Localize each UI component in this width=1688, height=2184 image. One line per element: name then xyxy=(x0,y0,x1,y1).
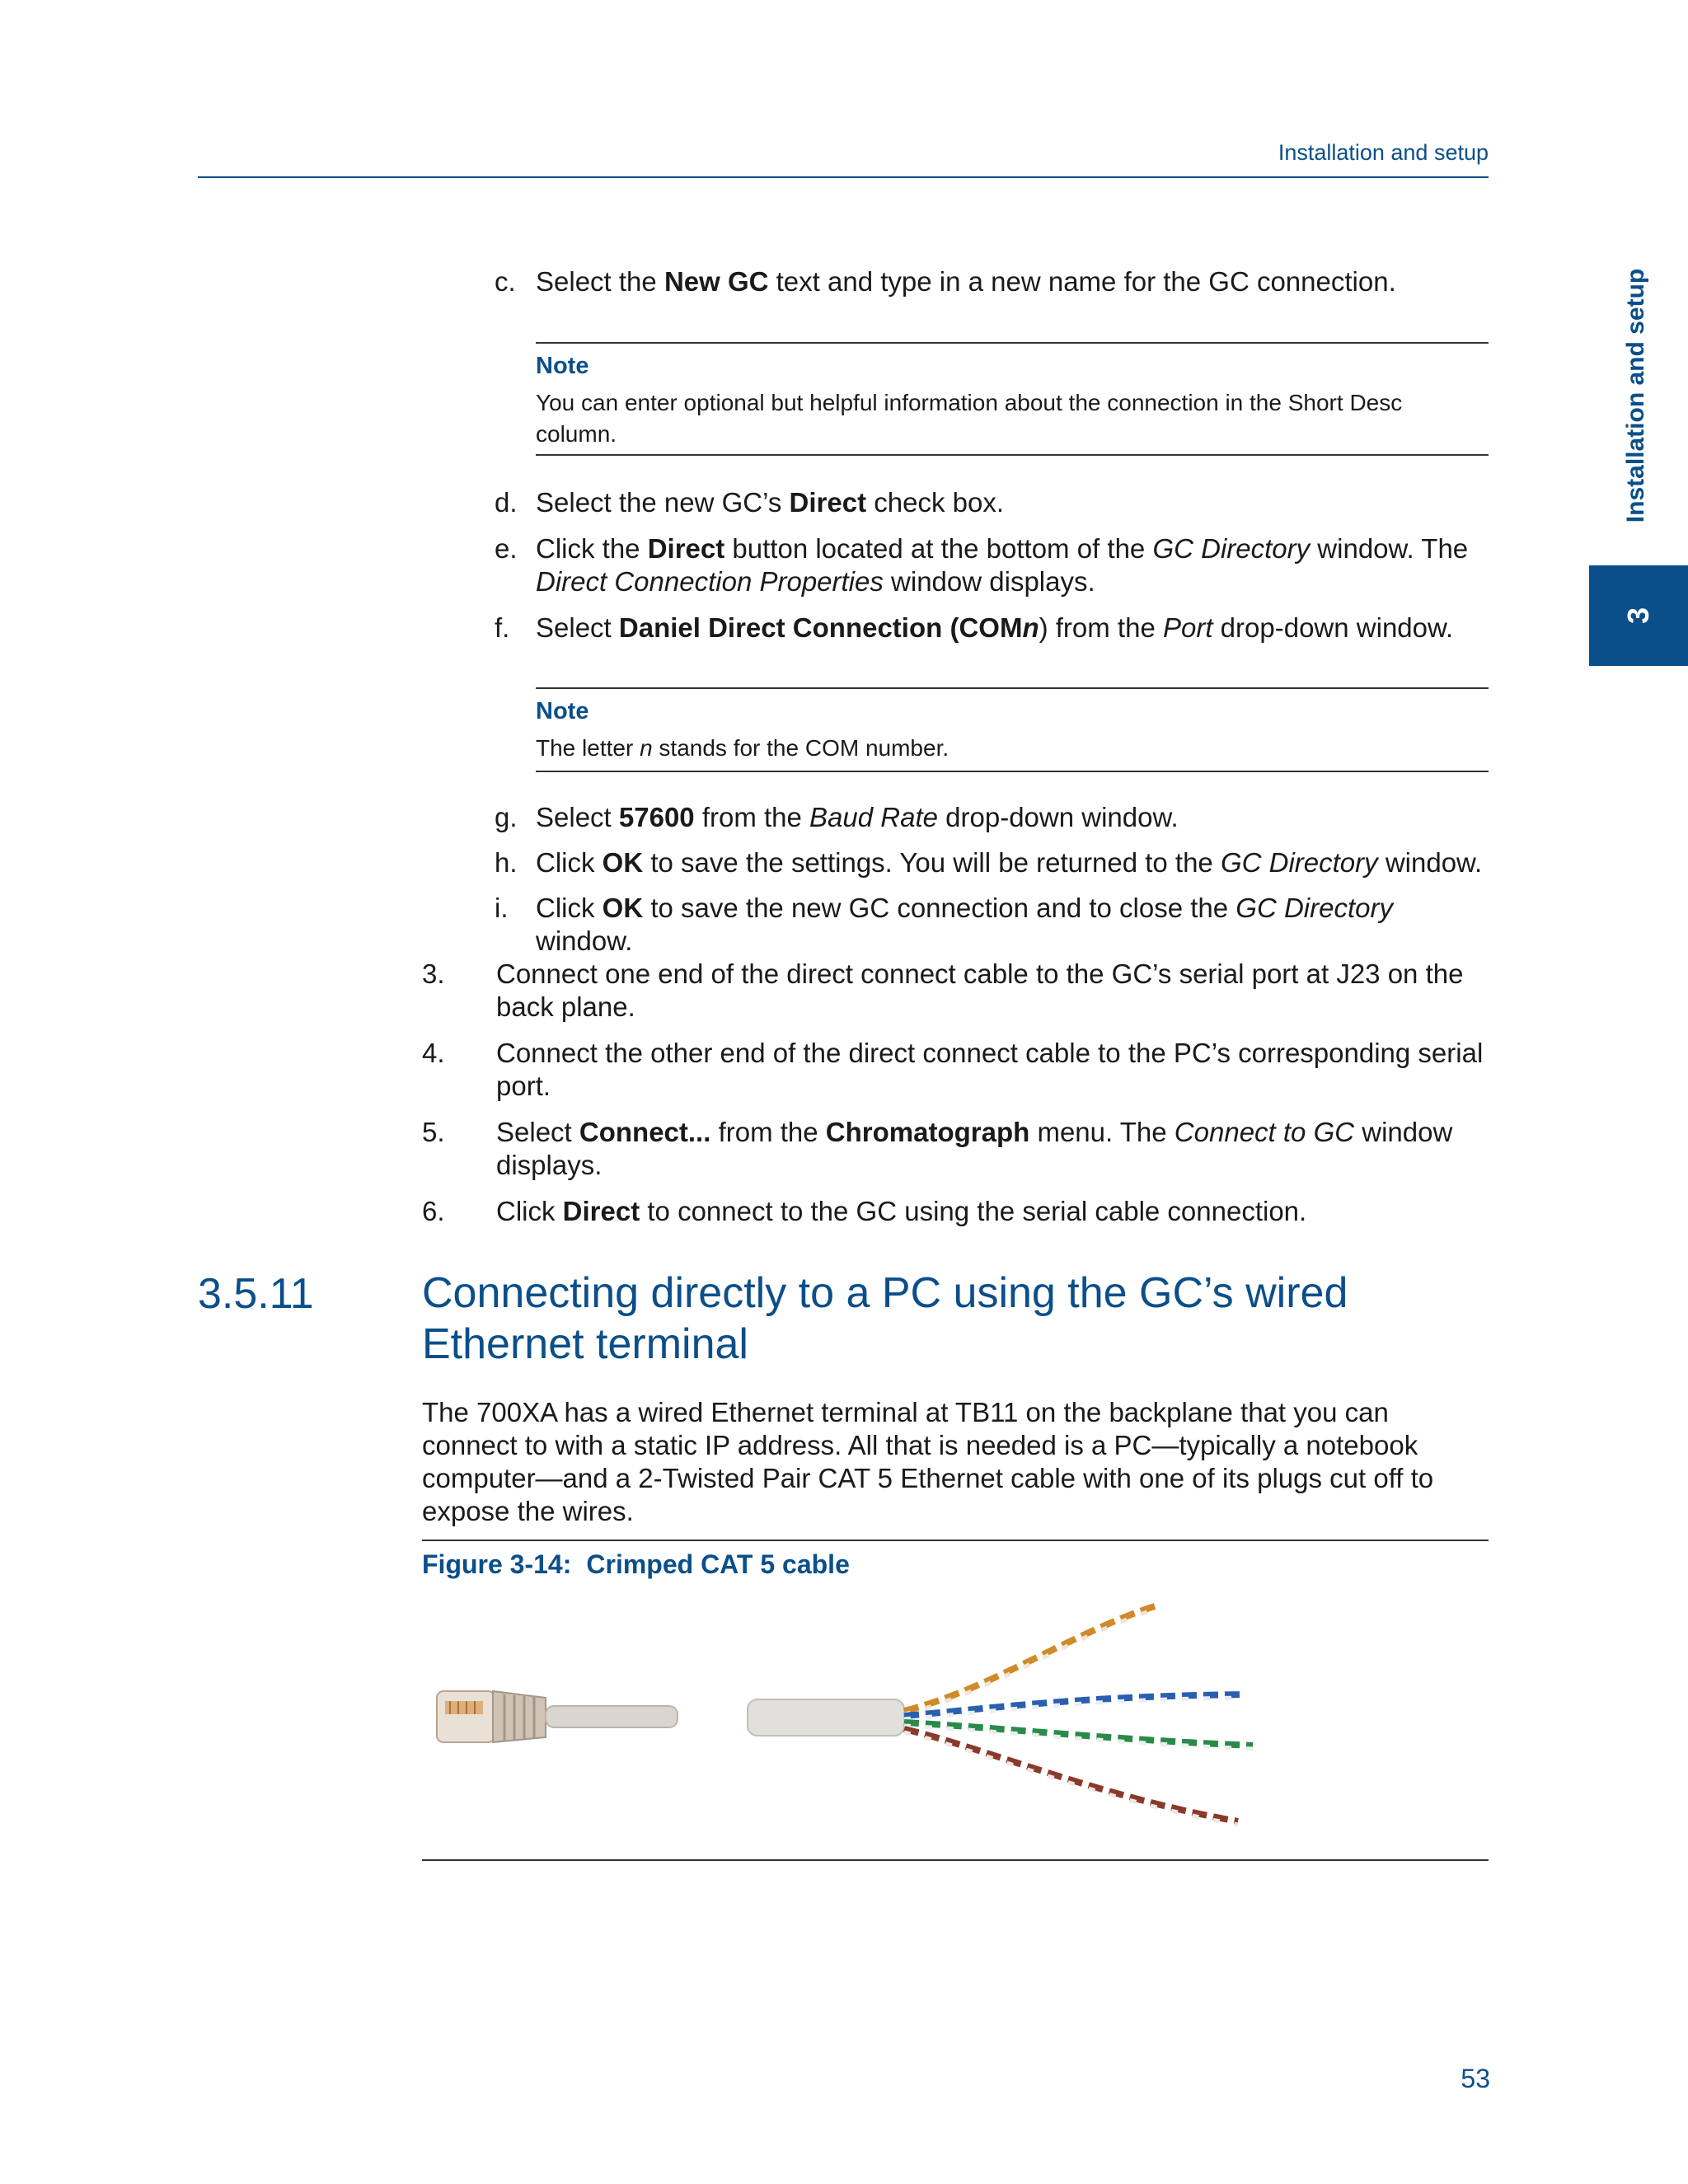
step-number: 6. xyxy=(422,1196,445,1226)
step-marker: g. xyxy=(495,802,518,832)
text-run: drop-down window. xyxy=(1212,612,1454,643)
text-run: text and type in a new name for the GC connection. xyxy=(768,266,1396,297)
text-run: Click xyxy=(496,1196,563,1226)
italic-run: Direct Connection Properties xyxy=(536,566,884,597)
step-text xyxy=(496,958,1485,1024)
step-marker: f. xyxy=(495,612,510,643)
text-run: Click xyxy=(536,847,603,878)
text-run: The letter xyxy=(536,735,640,761)
bold-run: Direct xyxy=(562,1196,640,1226)
text-run: menu. The xyxy=(1029,1117,1175,1147)
step-marker: e. xyxy=(495,533,518,564)
section-body: The 700XA has a wired Ethernet terminal at TB11 on the backplane that you can connect to with a static IP address. All that is needed is a PC—typically a notebook computer—and a 2-Twisted Pair CAT 5 Ethernet cable with one of its plugs cut off to expose the wires. xyxy=(422,1397,1434,1526)
text-run: Select xyxy=(536,612,619,643)
figure-bottom-rule xyxy=(422,1859,1489,1861)
step-marker: i. xyxy=(495,893,509,923)
figure-top-rule xyxy=(422,1540,1489,1541)
step-number: 5. xyxy=(422,1117,445,1147)
text-run: from the xyxy=(710,1117,826,1147)
text-run: window displays. xyxy=(883,566,1095,597)
note-bottom-rule xyxy=(536,771,1489,772)
chapter-number: 3 xyxy=(1621,607,1655,625)
bold-run: Daniel Direct Connection (COM xyxy=(618,612,1023,643)
section-title: Connecting directly to a PC using the GC’s wired Ethernet terminal xyxy=(422,1269,1348,1368)
text-run: ) from the xyxy=(1039,612,1163,643)
text-run: Select xyxy=(536,802,619,832)
italic-run: Port xyxy=(1162,612,1213,643)
text-run: Click xyxy=(536,893,603,923)
note-label: Note xyxy=(536,698,589,724)
text-run: window. xyxy=(1377,847,1483,878)
note-top-rule xyxy=(536,687,1489,689)
note-bottom-rule xyxy=(536,454,1489,456)
italic-run: Connect to GC xyxy=(1174,1117,1355,1147)
note-text xyxy=(536,733,1484,764)
step-text xyxy=(536,892,1492,958)
text-run: to save the new GC connection and to close the xyxy=(643,893,1236,923)
bold-run: OK xyxy=(602,893,644,923)
text-run: to connect to the GC using the serial cable connection. xyxy=(640,1196,1307,1226)
bold-run: 57600 xyxy=(618,802,695,832)
bold-run: OK xyxy=(602,847,644,878)
step-marker: c. xyxy=(495,266,516,297)
text-run: button located at the bottom of the xyxy=(724,533,1153,564)
bold-run: Direct xyxy=(789,487,867,518)
bold-italic-run: n xyxy=(1022,612,1039,643)
note-top-rule xyxy=(536,342,1489,344)
chapter-tab xyxy=(1589,565,1688,666)
step-marker: h. xyxy=(495,847,518,878)
text-run: Select the new GC’s xyxy=(536,487,790,518)
step-text xyxy=(496,1037,1485,1103)
italic-run: n xyxy=(640,735,653,761)
step-text xyxy=(496,1116,1485,1182)
text-run: Connect the other end of the direct connect cable to the PC’s corresponding serial port. xyxy=(496,1038,1484,1101)
page-number: 53 xyxy=(1461,2064,1490,2093)
step-text xyxy=(536,532,1492,598)
bold-run: Connect... xyxy=(579,1117,711,1147)
text-run: to save the settings. You will be returned to the xyxy=(643,847,1221,878)
step-text xyxy=(496,1195,1485,1228)
text-run: Select the xyxy=(536,266,664,297)
step-number: 3. xyxy=(422,958,445,989)
step-text xyxy=(536,846,1492,879)
rj45-plug-icon xyxy=(437,1691,678,1742)
header-rule xyxy=(198,176,1489,178)
bold-run: Chromatograph xyxy=(825,1117,1030,1147)
italic-run: Baud Rate xyxy=(809,802,938,832)
step-text xyxy=(536,612,1492,644)
figure-title: Crimped CAT 5 cable xyxy=(586,1549,850,1579)
italic-run: GC Directory xyxy=(1152,533,1311,564)
note-label: Note xyxy=(536,353,589,379)
text-run: window. xyxy=(536,926,633,956)
figure-caption xyxy=(422,1549,850,1580)
note-text: You can enter optional but helpful information about the connection in the Short Desc column. xyxy=(536,390,1403,447)
step-number: 4. xyxy=(422,1038,445,1068)
italic-run: GC Directory xyxy=(1236,893,1393,923)
text-run: Click the xyxy=(536,533,648,564)
text-run: window. The xyxy=(1310,533,1469,564)
text-run: from the xyxy=(694,802,810,832)
step-text xyxy=(536,265,1492,298)
section-number: 3.5.11 xyxy=(198,1270,314,1318)
figure-number: Figure 3-14: xyxy=(422,1549,572,1579)
bold-run: Direct xyxy=(647,533,725,564)
text-run: Connect one end of the direct connect cable to the GC’s serial port at J23 on the back plane. xyxy=(496,958,1464,1022)
step-text xyxy=(536,801,1492,834)
text-run: check box. xyxy=(866,487,1005,518)
text-run: Select xyxy=(496,1117,579,1147)
bold-run: New GC xyxy=(663,266,769,297)
step-text xyxy=(536,486,1492,519)
side-section-label-text: Installation and setup xyxy=(1622,268,1649,523)
running-header: Installation and setup xyxy=(1278,140,1489,165)
cut-cable-icon xyxy=(748,1605,1253,1825)
text-run: window displays. xyxy=(496,1117,1453,1180)
text-run: drop-down window. xyxy=(938,802,1179,832)
text-run: stands for the COM number. xyxy=(652,735,950,761)
side-section-label xyxy=(1615,268,1657,523)
step-marker: d. xyxy=(495,487,518,518)
cat5-cable-figure xyxy=(422,1599,1329,1838)
italic-run: GC Directory xyxy=(1220,847,1378,878)
